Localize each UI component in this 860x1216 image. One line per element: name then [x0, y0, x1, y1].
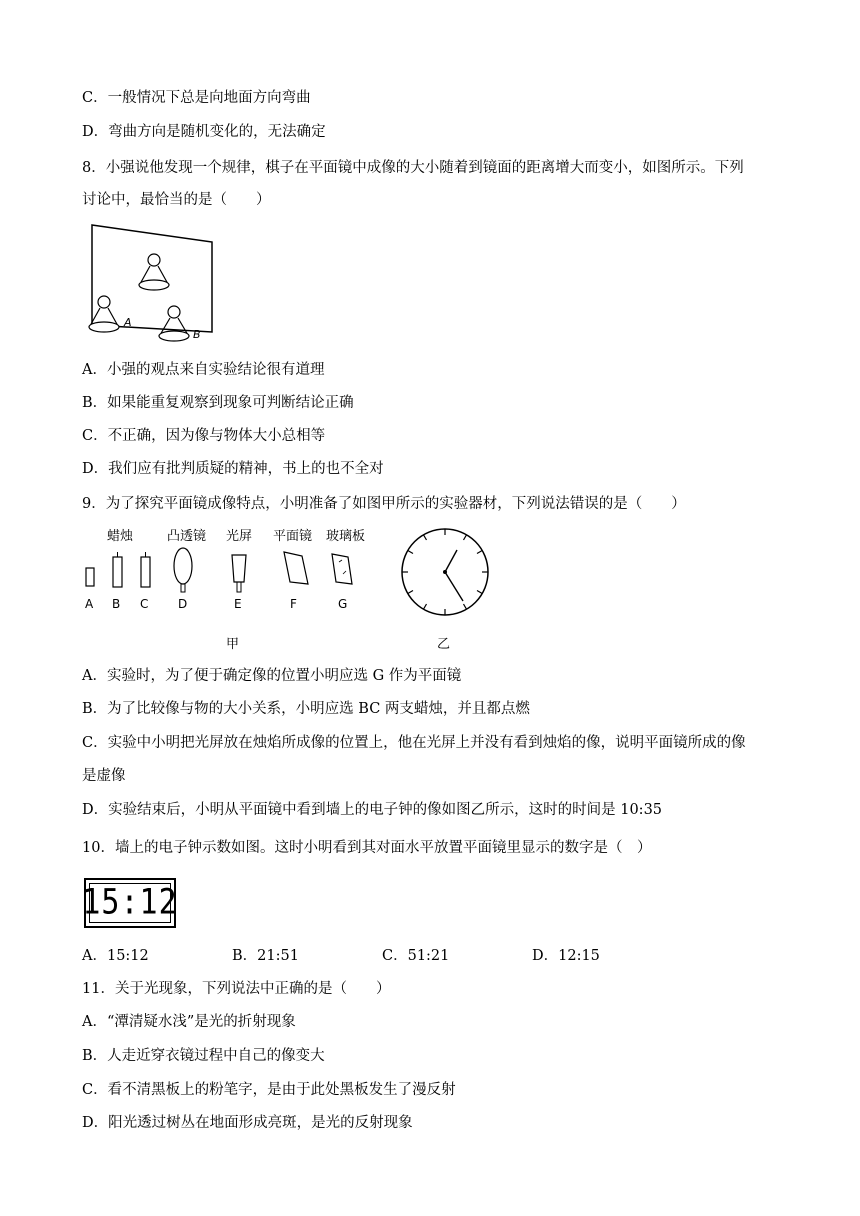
q10-option-b: B．21:51	[232, 948, 299, 964]
q10-clock-display: 15:12	[82, 882, 178, 923]
fig9-letter-a: A	[85, 597, 94, 611]
fig9-caption-yi: 乙	[437, 637, 451, 652]
q8-option-a: A．小强的观点来自实验结论很有道理	[82, 362, 325, 378]
fig8-label-b: B	[193, 328, 201, 341]
q10-stem: 10．墙上的电子钟示数如图。这时小明看到其对面水平放置平面镜里显示的数字是（ ）	[82, 840, 652, 856]
q8-mirror-figure	[82, 220, 222, 345]
q9-equipment-figure	[80, 522, 380, 652]
fig9-letter-e: E	[234, 597, 242, 611]
q9-option-b: B．为了比较像与物的大小关系，小明应选 BC 两支蜡烛，并且都点燃	[82, 701, 530, 717]
q9-option-c-line1: C．实验中小明把光屏放在烛焰所成像的位置上，他在光屏上并没有看到烛焰的像，说明平面镜所成的像	[82, 735, 746, 751]
q11-option-c: C．看不清黑板上的粉笔字，是由于此处黑板发生了漫反射	[82, 1082, 456, 1098]
q10-option-a: A．15:12	[82, 948, 149, 964]
q11-option-a: A．“潭清疑水浅”是光的折射现象	[82, 1014, 296, 1030]
fig9-header-screen: 光屏	[226, 529, 253, 544]
q10-options	[82, 944, 782, 965]
q10-digital-clock	[84, 878, 176, 928]
fig8-label-a: A	[124, 316, 132, 329]
fig9-header-lens: 凸透镜	[167, 529, 207, 544]
fig9-letter-c: C	[140, 597, 149, 611]
q8-option-d: D．我们应有批判质疑的精神，书上的也不全对	[82, 461, 384, 477]
q8-stem-line1: 8．小强说他发现一个规律，棋子在平面镜中成像的大小随着到镜面的距离增大而变小，如图所示。下列	[82, 160, 744, 176]
fig9-letter-g: G	[338, 597, 348, 611]
q9-clock-figure	[395, 522, 495, 654]
q9-option-a: A．实验时，为了便于确定像的位置小明应选 G 作为平面镜	[82, 668, 462, 684]
q7-option-c: C．一般情况下总是向地面方向弯曲	[82, 90, 311, 106]
fig9-header-glass: 玻璃板	[326, 529, 366, 544]
q9-option-d: D．实验结束后，小明从平面镜中看到墙上的电子钟的像如图乙所示，这时的时间是 10:35	[82, 802, 663, 818]
fig9-letter-f: F	[290, 597, 297, 611]
fig9-header-mirror: 平面镜	[273, 529, 313, 544]
fig9-letter-b: B	[112, 597, 121, 611]
q11-stem: 11．关于光现象，下列说法中正确的是（ ）	[82, 981, 391, 997]
q9-option-c-line2: 是虚像	[82, 768, 126, 784]
fig9-header-candle: 蜡烛	[107, 529, 134, 544]
q11-option-d: D．阳光透过树丛在地面形成亮斑，是光的反射现象	[82, 1115, 413, 1131]
q8-option-c: C．不正确，因为像与物体大小总相等	[82, 428, 326, 444]
q7-option-d: D．弯曲方向是随机变化的，无法确定	[82, 124, 326, 140]
q8-option-b: B．如果能重复观察到现象可判断结论正确	[82, 395, 354, 411]
q10-option-c: C．51:21	[382, 948, 450, 964]
fig9-letter-d: D	[178, 597, 188, 611]
q9-stem: 9．为了探究平面镜成像特点，小明准备了如图甲所示的实验器材，下列说法错误的是（ ）	[82, 496, 686, 512]
q8-stem-line2: 讨论中，最恰当的是（ ）	[82, 192, 271, 208]
fig9-caption-jia: 甲	[226, 637, 240, 652]
q11-option-b: B．人走近穿衣镜过程中自己的像变大	[82, 1048, 325, 1064]
q10-option-d: D．12:15	[532, 948, 600, 964]
